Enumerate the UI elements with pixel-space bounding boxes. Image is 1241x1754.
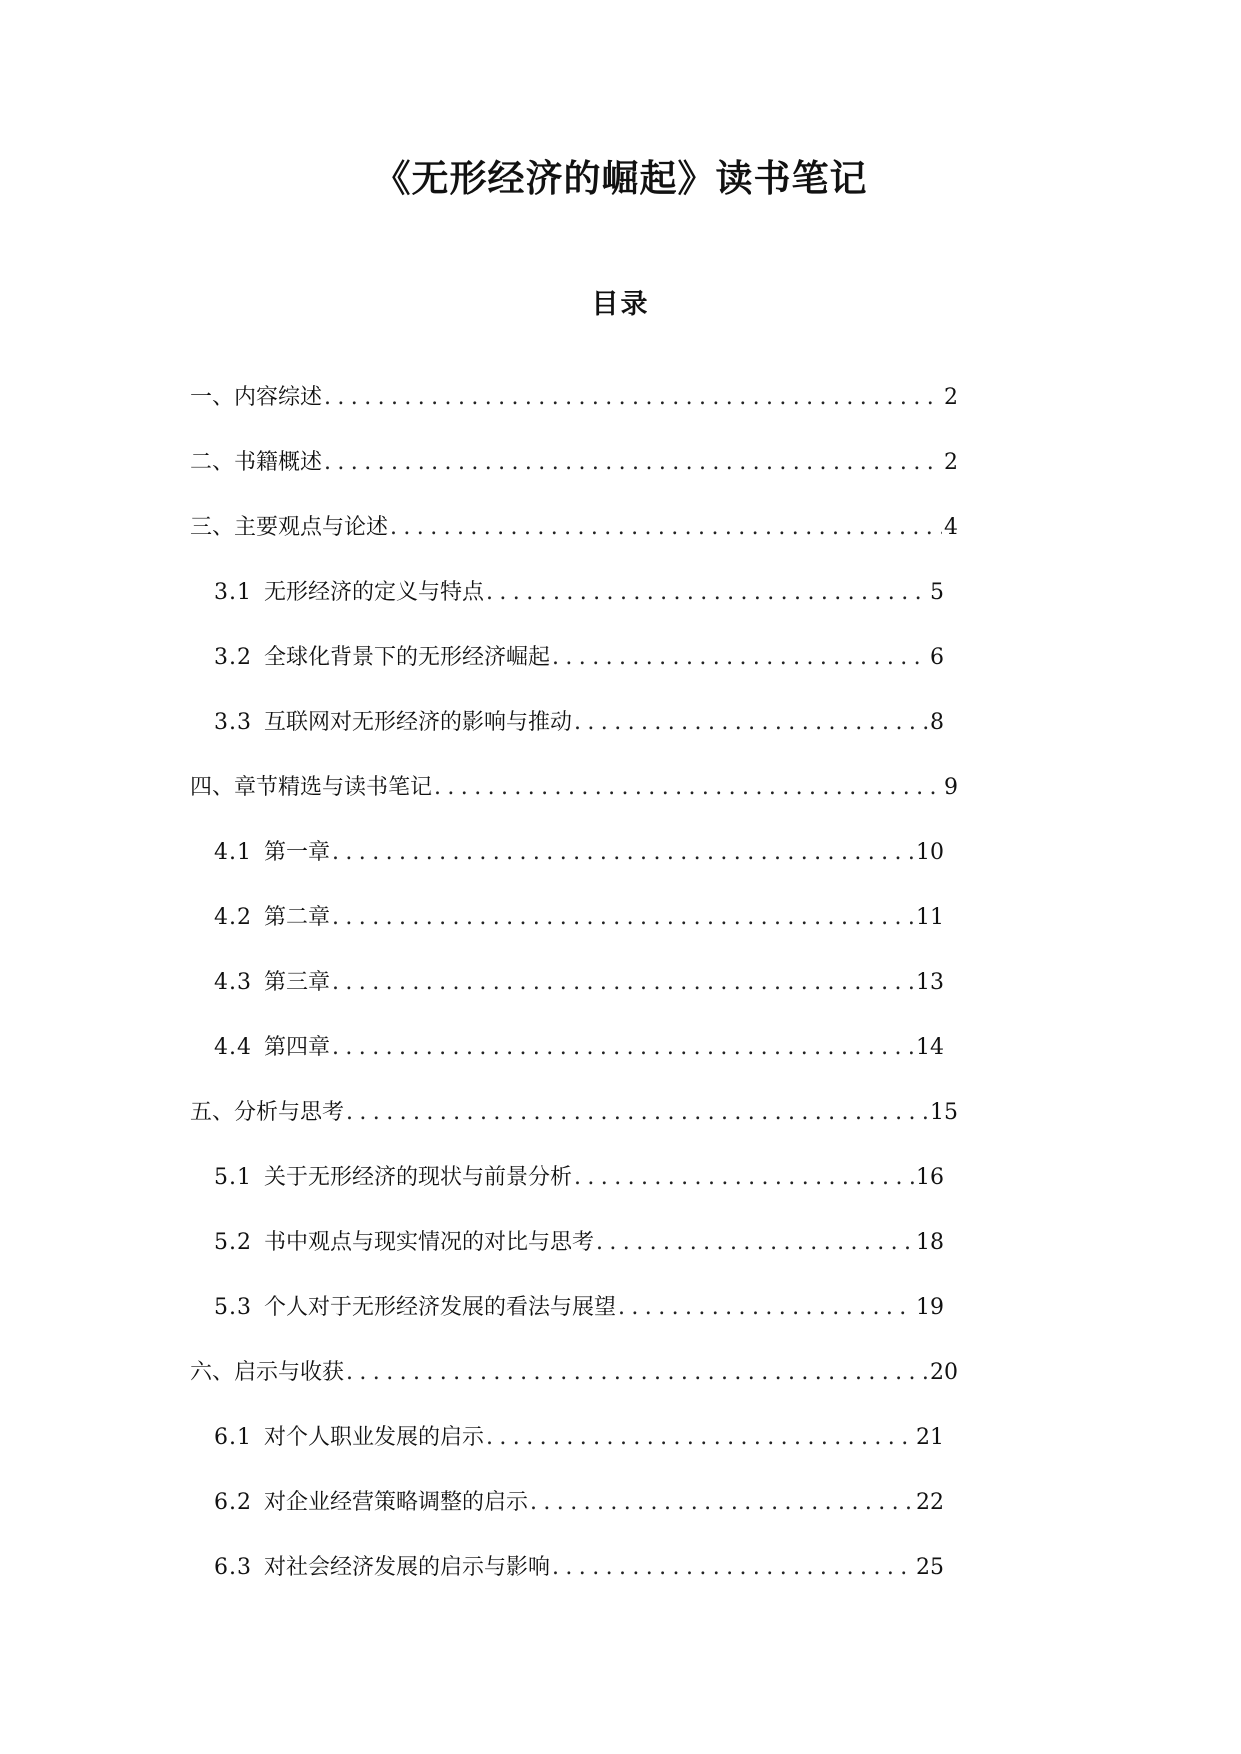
toc-dot-leader <box>346 1358 928 1388</box>
toc-entry-page-number: 11 <box>916 905 944 930</box>
toc-dot-leader <box>390 513 942 543</box>
toc-entry-number: 4.4 <box>214 1035 252 1060</box>
toc-entry-page-number: 8 <box>930 710 944 735</box>
toc-dot-leader <box>324 448 942 478</box>
toc-entry[interactable] <box>190 383 958 413</box>
toc-heading: 目录 <box>591 289 650 320</box>
toc-entry-number: 3.1 <box>214 580 252 605</box>
toc-dot-leader <box>332 838 914 868</box>
toc-entry-page-number: 13 <box>916 970 944 995</box>
toc-dot-leader <box>332 968 914 998</box>
toc-entry-page-number: 19 <box>916 1295 944 1320</box>
toc-entry[interactable] <box>214 1423 944 1453</box>
toc-dot-leader <box>346 1098 928 1128</box>
toc-dot-leader <box>434 773 942 803</box>
toc-entry[interactable] <box>214 838 944 868</box>
toc-entry[interactable] <box>190 448 958 478</box>
document-title: 《无形经济的崛起》读书笔记 <box>373 156 868 200</box>
toc-dot-leader <box>324 383 942 413</box>
toc-entry[interactable] <box>214 1488 944 1518</box>
toc-entry-label: 全球化背景下的无形经济崛起 <box>264 645 551 670</box>
toc-entry[interactable] <box>190 1358 958 1388</box>
toc-entry[interactable] <box>214 1293 944 1323</box>
toc-entry-number: 5.2 <box>214 1230 252 1255</box>
toc-dot-leader <box>552 643 928 673</box>
toc-dot-leader <box>486 1423 914 1453</box>
toc-entry-label: 二、书籍概述 <box>190 450 323 475</box>
toc-entry-page-number: 6 <box>930 645 944 670</box>
toc-entry-page-number: 9 <box>944 775 958 800</box>
toc-entry-label: 第二章 <box>264 905 331 930</box>
toc-entry-label: 个人对于无形经济发展的看法与展望 <box>264 1295 617 1320</box>
toc-entry[interactable] <box>214 1033 944 1063</box>
toc-entry-page-number: 4 <box>944 515 958 540</box>
toc-entry-number: 6.2 <box>214 1490 252 1515</box>
toc-entry-label: 书中观点与现实情况的对比与思考 <box>264 1230 595 1255</box>
toc-entry-page-number: 2 <box>944 450 958 475</box>
toc-entry[interactable] <box>214 1553 944 1583</box>
toc-entry[interactable] <box>214 643 944 673</box>
toc-dot-leader <box>574 708 928 738</box>
toc-dot-leader <box>332 903 914 933</box>
toc-dot-leader <box>618 1293 914 1323</box>
toc-dot-leader <box>596 1228 914 1258</box>
toc-entry[interactable] <box>190 1098 958 1128</box>
toc-entry-page-number: 15 <box>930 1100 958 1125</box>
toc-entry-page-number: 25 <box>916 1555 944 1580</box>
toc-entry-label: 第三章 <box>264 970 331 995</box>
toc-entry[interactable] <box>214 1163 944 1193</box>
toc-entry-page-number: 21 <box>916 1425 944 1450</box>
toc-entry[interactable] <box>214 968 944 998</box>
toc-entry-label: 对个人职业发展的启示 <box>264 1425 485 1450</box>
toc-entry-label: 六、启示与收获 <box>190 1360 345 1385</box>
toc-entry-page-number: 10 <box>916 840 944 865</box>
toc-entry-page-number: 2 <box>944 385 958 410</box>
toc-entry[interactable] <box>190 773 958 803</box>
toc-entry-number: 4.3 <box>214 970 252 995</box>
toc-entry-label: 无形经济的定义与特点 <box>264 580 485 605</box>
toc-entry-label: 互联网对无形经济的影响与推动 <box>264 710 573 735</box>
toc-entry-label: 对企业经营策略调整的启示 <box>264 1490 529 1515</box>
toc-entry-label: 对社会经济发展的启示与影响 <box>264 1555 551 1580</box>
toc-entry-label: 关于无形经济的现状与前景分析 <box>264 1165 573 1190</box>
toc-entry-page-number: 16 <box>916 1165 944 1190</box>
toc-entry[interactable] <box>214 708 944 738</box>
toc-entry-label: 第一章 <box>264 840 331 865</box>
toc-entry-number: 6.3 <box>214 1555 252 1580</box>
toc-entry[interactable] <box>190 513 958 543</box>
toc-dot-leader <box>530 1488 914 1518</box>
toc-entry-page-number: 22 <box>916 1490 944 1515</box>
toc-entry-label: 第四章 <box>264 1035 331 1060</box>
toc-entry[interactable] <box>214 903 944 933</box>
toc-entry-number: 4.2 <box>214 905 252 930</box>
toc-dot-leader <box>574 1163 914 1193</box>
toc-entry-label: 四、章节精选与读书笔记 <box>190 775 433 800</box>
toc-entry-label: 一、内容综述 <box>190 385 323 410</box>
toc-entry-number: 3.3 <box>214 710 252 735</box>
toc-dot-leader <box>332 1033 914 1063</box>
toc-entry-page-number: 5 <box>930 580 944 605</box>
toc-dot-leader <box>552 1553 914 1583</box>
toc-entry[interactable] <box>214 1228 944 1258</box>
toc-entry-page-number: 14 <box>916 1035 944 1060</box>
toc-entry-number: 3.2 <box>214 645 252 670</box>
toc-entry-page-number: 20 <box>930 1360 958 1385</box>
toc-entry-number: 5.1 <box>214 1165 252 1190</box>
toc-entry[interactable] <box>214 578 944 608</box>
toc-entry-number: 6.1 <box>214 1425 252 1450</box>
toc-entry-page-number: 18 <box>916 1230 944 1255</box>
toc-entry-label: 三、主要观点与论述 <box>190 515 389 540</box>
toc-entry-label: 五、分析与思考 <box>190 1100 345 1125</box>
toc-entry-number: 4.1 <box>214 840 252 865</box>
toc-dot-leader <box>486 578 928 608</box>
toc-entry-number: 5.3 <box>214 1295 252 1320</box>
